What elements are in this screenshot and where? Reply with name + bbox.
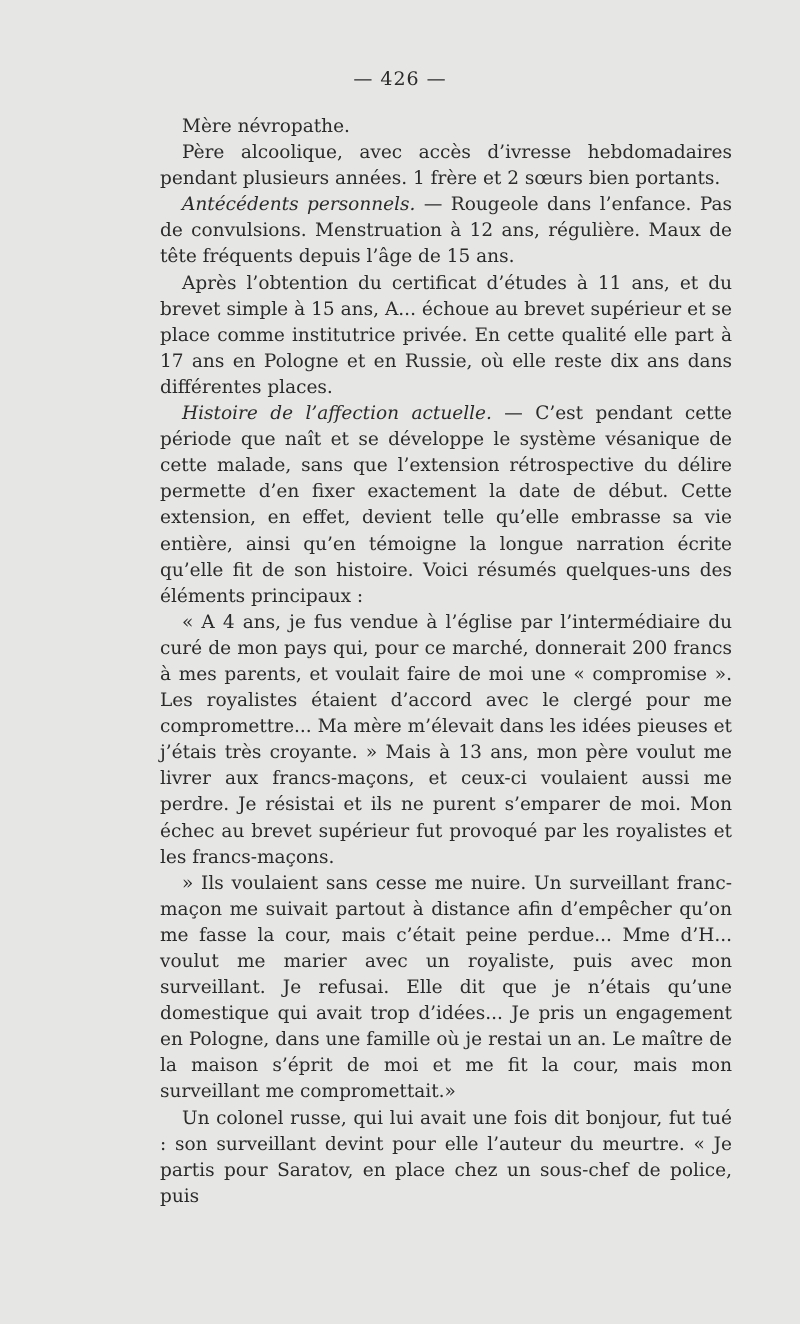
paragraph: « A 4 ans, je fus vendue à l’église par l’intermédiaire du curé de mon pays qui, pour ce marché, donnerait 200 francs à mes parents, et voulait faire de moi une « compromise ». Les royalistes étaient d’accord avec le clergé pour me compromettre... Ma mère m’élevait dans les idées pieuses et j’étais très croyante. » Mais à 13 ans, mon père voulut me livrer aux francs-maçons, et ceux-ci voulaient aussi me perdre. Je résistai et ils ne purent s’emparer de moi. Mon échec au brevet supérieur fut provoqué par les royalistes et les francs-maçons. xyxy=(160,611,732,868)
paragraph: Histoire de l’affection actuelle. — C’est pendant cette période que naît et se développe le système vésanique de cette malade, sans que l’extension rétrospective du délire permette d’en fixer exactement la date de début. Cette extension, en effet, devient telle qu’elle embrasse sa vie entière, ainsi qu’en témoigne la longue narration écrite qu’elle fit de son histoire. Voici résumés quelques-uns des éléments principaux : xyxy=(160,403,732,607)
body-text xyxy=(160,114,732,1210)
paragraph: Un colonel russe, qui lui avait une fois dit bonjour, fut tué : son surveillant devint pour elle l’auteur du meurtre. « Je partis pour Saratov, en place chez un sous-chef de police, puis xyxy=(160,1107,732,1207)
page-number: — 426 — xyxy=(353,68,447,90)
paragraph: » Ils voulaient sans cesse me nuire. Un surveillant franc-maçon me suivait partout à distance afin d’empêcher qu’on me fasse la cour, mais c’était peine perdue... Mme d’H... voulut me marier avec un royaliste, puis avec mon surveillant. Je refusai. Elle dit que je n’étais qu’une domestique qui avait trop d’idées... Je pris un engagement en Pologne, dans une famille où je restai un an. Le maître de la maison s’éprit de moi et me fit la cour, mais mon surveillant me compromettait.» xyxy=(160,872,732,1103)
paragraph: Mère névropathe. xyxy=(182,116,350,137)
section-label: Antécédents personnels. xyxy=(182,194,416,216)
paragraph: Père alcoolique, avec accès d’ivresse hebdomadaires pendant plusieurs années. 1 frère et 2 sœurs bien portants. xyxy=(160,142,732,190)
paragraph: Antécédents personnels. — Rougeole dans l’enfance. Pas de convulsions. Menstruation à 12 ans, régulière. Maux de tête fréquents depuis l’âge de 15 ans. xyxy=(160,194,732,268)
paragraph: Après l’obtention du certificat d’études à 11 ans, et du brevet simple à 15 ans, A... échoue au brevet supérieur et se place comme institutrice privée. En cette qualité elle part à 17 ans en Pologne et en Russie, où elle reste dix ans dans différentes places. xyxy=(160,272,732,398)
section-label: Histoire de l’affection actuelle. xyxy=(182,403,492,425)
